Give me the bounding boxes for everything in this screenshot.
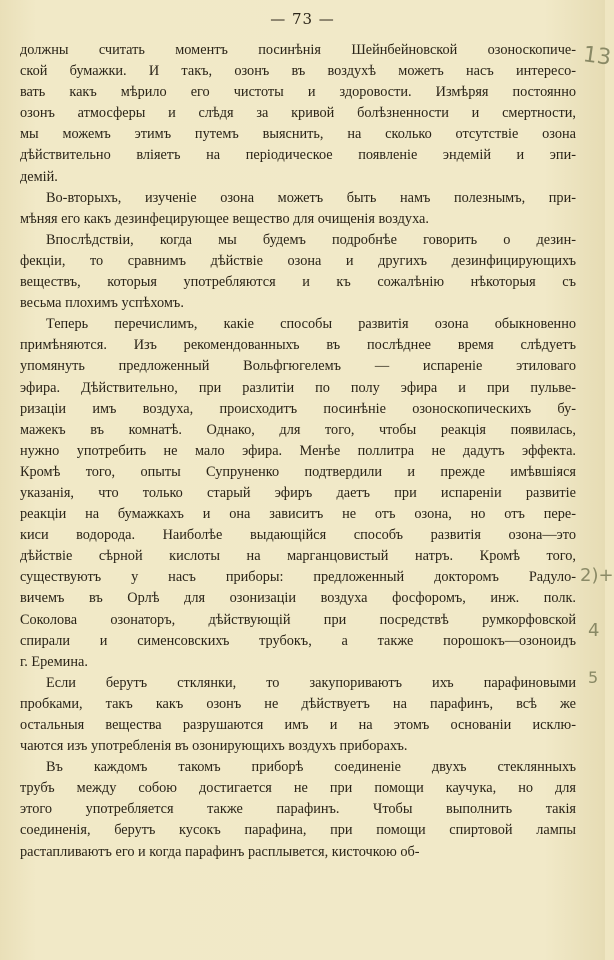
paragraph <box>20 188 576 230</box>
margin-note: 13 <box>581 42 613 71</box>
paragraph <box>20 673 576 757</box>
text-line: реакціи на бумажкахъ и она зависитъ не отъ озона, но отъ пере- <box>20 506 576 523</box>
text-line: дѣйствіе сѣрной кислоты на марганцовистый натръ. Кромѣ того, <box>20 548 576 565</box>
margin-note: 4 <box>588 620 600 641</box>
text-line: веществъ, которыя употребляются и къ сожалѣнію нѣкоторыя съ <box>20 274 576 291</box>
text-line: указанія, что только старый эфиръ даетъ при испареніи развитіе <box>20 484 576 501</box>
text-line: ской бумажки. И такъ, озонъ въ воздухѣ можетъ насъ интересо- <box>20 63 576 80</box>
body-text <box>20 40 576 863</box>
text-line: Въ каждомъ такомъ приборѣ соединеніе двухъ стеклянныхъ <box>46 759 576 776</box>
text-line: дѣйствительно вліяетъ на періодическое появленіе эндемій и эпи- <box>20 147 576 164</box>
text-line: нужно употребить не мало эфира. Менѣе поллитра не дадутъ эффекта. <box>20 442 576 459</box>
text-line: киси водорода. Наиболѣе выдающійся способъ развитія озона—это <box>20 527 576 544</box>
margin-note: 2)+ <box>580 565 614 586</box>
text-line: должны считать моментъ посинѣнія Шейнбейновской озоноскопиче- <box>20 42 576 58</box>
text-line: мы можемъ этимъ путемъ выяснить, на сколько отсутствіе озона <box>20 126 576 143</box>
text-line: Впослѣдствіи, когда мы будемъ подробнѣе говорить о дезин- <box>46 231 576 248</box>
text-line: примѣняются. Изъ рекомендованныхъ въ послѣднее время слѣдуетъ <box>20 337 576 354</box>
text-line: г. Еремина. <box>20 653 88 670</box>
text-line: трубъ между собою достигается не при помощи каучука, но для <box>20 780 576 797</box>
text-line: соединенія, берутъ кусокъ парафина, при помощи спиртовой лампы <box>20 822 576 839</box>
text-line: озонъ атмосферы и слѣдя за кривой болѣзненности и смертности, <box>20 105 576 122</box>
text-line: эфира. Дѣйствительно, при разлитіи по полу эфира и при пульве- <box>20 379 576 396</box>
paragraph <box>20 40 576 188</box>
text-line: пробками, такъ какъ озонъ не дѣйствуетъ на парафинъ, всѣ же <box>20 695 576 712</box>
text-line: вать какъ мѣрило его чистоты и здоровости. Измѣряя постоянно <box>20 84 576 101</box>
text-line: Во-вторыхъ, изученіе озона можетъ быть намъ полезнымъ, при- <box>46 189 576 206</box>
text-line: вичемъ въ Орлѣ для озонизаціи воздуха фосфоромъ, инж. полк. <box>20 590 576 607</box>
text-line: мѣняя его какъ дезинфецирующее вещество для очищенія воздуха. <box>20 210 429 227</box>
text-line: мажекъ въ комнатѣ. Однако, для того, чтобы реакція появилась, <box>20 421 576 438</box>
paragraph <box>20 230 576 314</box>
text-line: остальныя вещества разрушаются имъ и на этомъ основаніи исклю- <box>20 717 576 733</box>
margin-note: 5 <box>588 668 599 687</box>
text-line: чаются изъ употребленія въ озонирующихъ воздухъ приборахъ. <box>20 738 408 755</box>
page-number: — 73 — <box>270 10 335 28</box>
text-line: упомянуть предложенный Вольфгюгелемъ — испареніе этиловаго <box>20 358 576 375</box>
text-line: растапливаютъ его и когда парафинъ расплывется, кисточкою об- <box>20 843 420 860</box>
text-line: ризаціи имъ воздуха, происходитъ посинѣніе озоноскопическихъ бу- <box>20 400 576 417</box>
text-line: фекціи, то сравнимъ дѣйствіе озона и другихъ дезинфицирующихъ <box>20 252 576 269</box>
text-line: весьма плохимъ успѣхомъ. <box>20 295 184 312</box>
paragraph <box>20 757 576 862</box>
text-line: Кромѣ того, опыты Супруненко подтвердили и прежде имѣвшіяся <box>20 463 576 480</box>
text-line: Если берутъ стклянки, то закупориваютъ ихъ парафиновыми <box>46 674 576 691</box>
text-line: этого употребляется также парафинъ. Чтобы выполнить такія <box>20 801 576 818</box>
text-line: Соколова озонаторъ, дѣйствующій при посредствѣ румкорфовской <box>20 611 576 628</box>
text-line: существуютъ у насъ приборы: предложенный докторомъ Радуло- <box>20 569 576 586</box>
text-line: демій. <box>20 168 58 185</box>
text-line: Теперь перечислимъ, какіе способы развитія озона обыкновенно <box>46 316 576 333</box>
paragraph <box>20 314 576 673</box>
text-line: спирали и сименсовскихъ трубокъ, а также порошокъ—озоноидъ <box>20 632 576 649</box>
